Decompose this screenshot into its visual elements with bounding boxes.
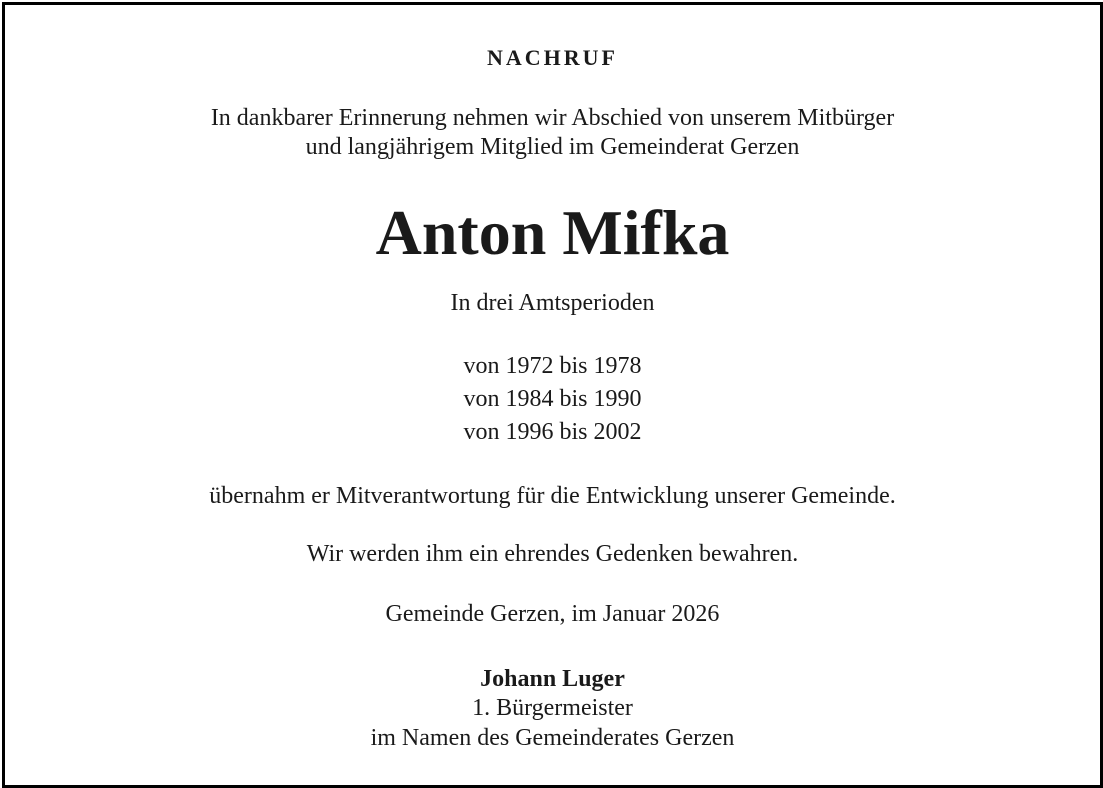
term-item: von 1972 bis 1978 (463, 353, 642, 379)
notice-heading: NACHRUF (487, 45, 618, 70)
intro-line-2: und langjährigem Mitglied im Gemeinderat Gerzen (305, 134, 800, 160)
remembrance-text: Wir werden ihm ein ehrendes Gedenken bewahren. (306, 541, 799, 567)
responsibility-text: übernahm er Mitverantwortung für die Entwicklung unserer Gemeinde. (209, 483, 896, 509)
term-item: von 1996 bis 2002 (463, 419, 642, 445)
terms-list (5, 350, 1100, 449)
term-item: von 1984 bis 1990 (463, 386, 642, 412)
deceased-name: Anton Mifka (375, 197, 730, 268)
intro-text (5, 104, 1100, 162)
signer-on-behalf: im Namen des Gemeinderates Gerzen (370, 725, 735, 751)
obituary-notice (2, 2, 1103, 788)
signer-title: 1. Bürgermeister (472, 695, 633, 721)
signer-name: Johann Luger (480, 666, 625, 692)
intro-line-1: In dankbarer Erinnerung nehmen wir Abschied von unserem Mitbürger (210, 105, 895, 131)
place-date: Gemeinde Gerzen, im Januar 2026 (385, 601, 720, 627)
terms-intro: In drei Amtsperioden (450, 290, 655, 316)
